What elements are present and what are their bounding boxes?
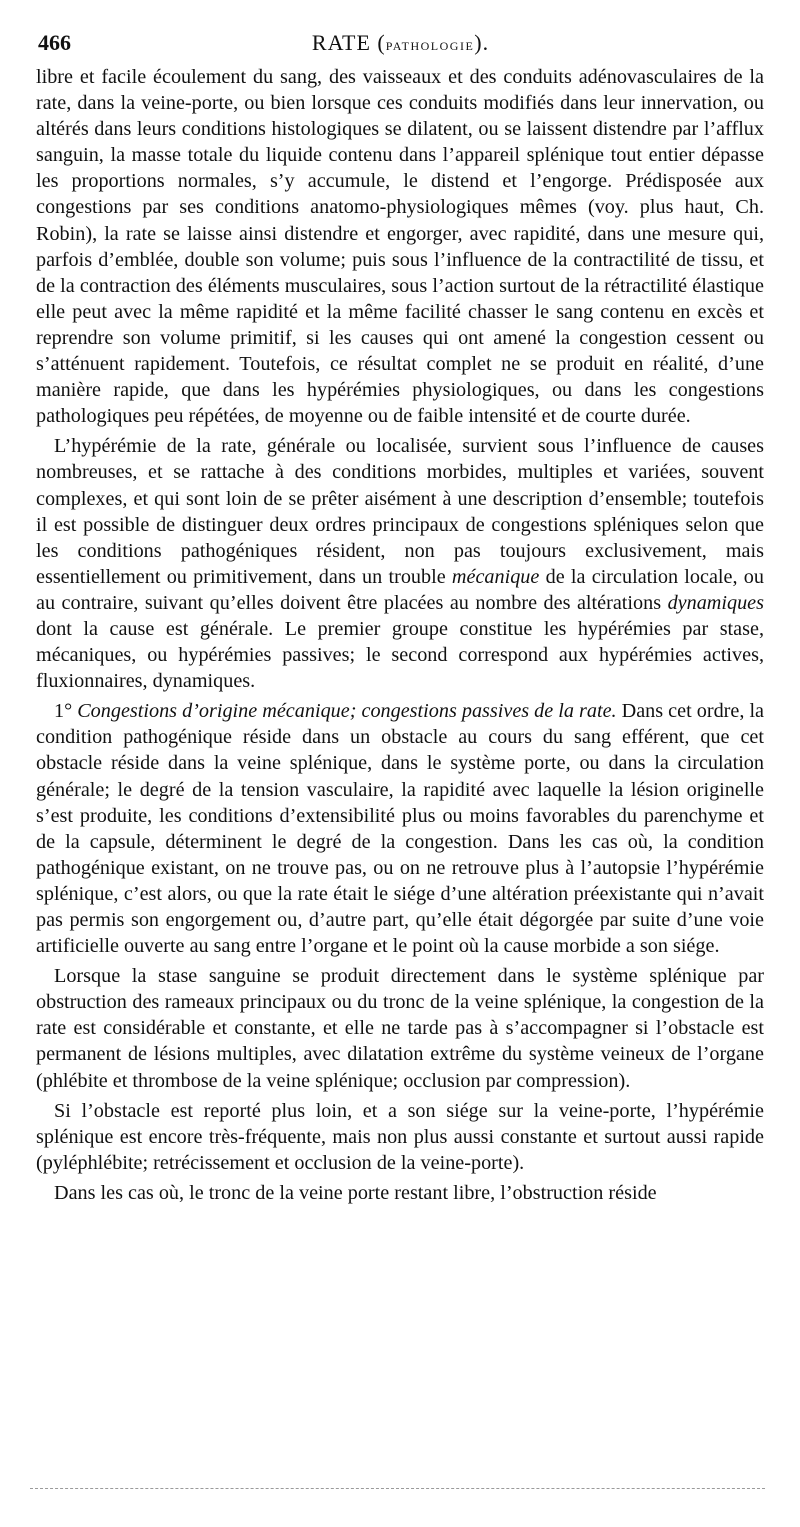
page-body: [36, 64, 764, 1210]
paragraph-portal-vein: Si l’obstacle est reporté plus loin, et a son siége sur la veine-porte, l’hypérémie splénique est encore très-fréquente, mais non plus aussi constante et surtout aussi rapide (pyléphlébite; retrécissement et occlusion de la veine-porte).: [36, 1099, 764, 1174]
section-heading: Congestions d’origine mécanique; congestions passives de la rate.: [77, 700, 617, 723]
running-title-subtitle: pathologie: [385, 35, 475, 54]
emphasis-mecanique: mécanique: [451, 565, 540, 588]
paragraph-section-1: [36, 698, 764, 959]
footer-rule: [30, 1488, 765, 1489]
page-header: [38, 30, 763, 64]
running-title-close: ).: [474, 30, 490, 55]
paragraph-hyperemia-causes: [36, 433, 764, 694]
paragraph-text: L’hypérémie de la rate, générale ou localisée, survient sous l’influence de causes nombreuses, et se rattache à des conditions morbides, multiples et variées, souvent complexes, et qui sont loin de se prêter aisément à une description d’ensemble; toutefois il est possible de distinguer deux ordres principaux de congestions spléniques selon que les conditions pathogéniques résident, non pas toujours exclusivement, mais essentiellement ou primitivement, dans un trouble: [36, 435, 764, 588]
page-number: 466: [38, 30, 71, 55]
paragraph-portal-trunk: Dans les cas où, le tronc de la veine porte restant libre, l’obstruction réside: [54, 1181, 657, 1204]
section-number: 1°: [54, 700, 78, 723]
paragraph-continued: libre et facile écoulement du sang, des vaisseaux et des conduits adénovasculaires de la rate, dans la veine-porte, ou bien lorsque ces conduits modifiés dans leur innervation, ou altérés dans leurs conditions histologiques se dilatent, ou se laissent distendre par l’afflux sanguin, la masse totale du liquide contenu dans l’appareil splénique tout entier dépasse les proportions normales, s’y accumule, le distend et l’engorge. Prédisposée aux congestions par ses conditions anatomo-physiologiques mêmes (voy. plus haut, Ch. Robin), la rate se laisse ainsi distendre et engorger, avec rapidité, dans une mesure qui, parfois d’emblée, double son volume; puis sous l’influence de la contractilité de tissu, et de la contraction des éléments musculaires, sous l’action surtout de la rétractilité élastique elle peut avec la même rapidité et la même facilité chasser le sang contenu en excès et reprendre son volume primitif, si les causes qui ont amené la congestion cessent ou s’atténuent rapidement. Toutefois, ce résultat complet ne se produit en réalité, d’une manière rapide, que dans les hypérémies physiologiques, ou dans les congestions pathologiques peu répétées, de moyenne ou de faible intensité et de courte durée.: [36, 66, 764, 428]
paragraph-text: dont la cause est générale. Le premier groupe constitue les hypérémies par stase, mécaniques, ou hypérémies passives; le second correspond aux hypérémies actives, fluxionnaires, dynamiques.: [36, 617, 764, 693]
emphasis-dynamiques: dynamiques: [667, 591, 764, 614]
paragraph-splenic-stasis: Lorsque la stase sanguine se produit directement dans le système splénique par obstruction des rameaux principaux ou du tronc de la veine splénique, la congestion de la rate est considérable et constante, et elle ne tarde pas à s’accompagner si l’obstacle est permanent de lésions multiples, avec dilatation extrême du système veineux de l’organe (phlébite et thrombose de la veine splénique; occlusion par compression).: [36, 965, 764, 1092]
paragraph-text: de la circulation locale, ou au contraire, suivant qu’elles doivent être placées au nombre des altérations: [36, 565, 764, 614]
running-title-main: RATE (: [311, 30, 386, 55]
paragraph-text: Dans cet ordre, la condition pathogénique réside dans un obstacle au cours du sang efférent, que cet obstacle réside dans la veine splénique, dans le système porte, ou dans la circulation générale; le degré de la tension vasculaire, la rapidité avec laquelle la lésion originelle s’est produite, les conditions d’extensibilité plus ou moins favorables du parenchyme et de la capsule, déterminent le degré de la congestion. Dans les cas où, la condition pathogénique existant, on ne trouve pas, ou on ne retrouve plus à l’autopsie l’hypérémie splénique, c’est alors, ou que la rate était le siége d’une altération préexistante qui n’avait pas permis son engorgement ou, d’autre part, qu’elle était dégorgée par suite d’une voie artificielle ouverte au sang entre l’organe et le point où la cause morbide a son siége.: [36, 700, 765, 958]
running-title: [38, 30, 763, 56]
